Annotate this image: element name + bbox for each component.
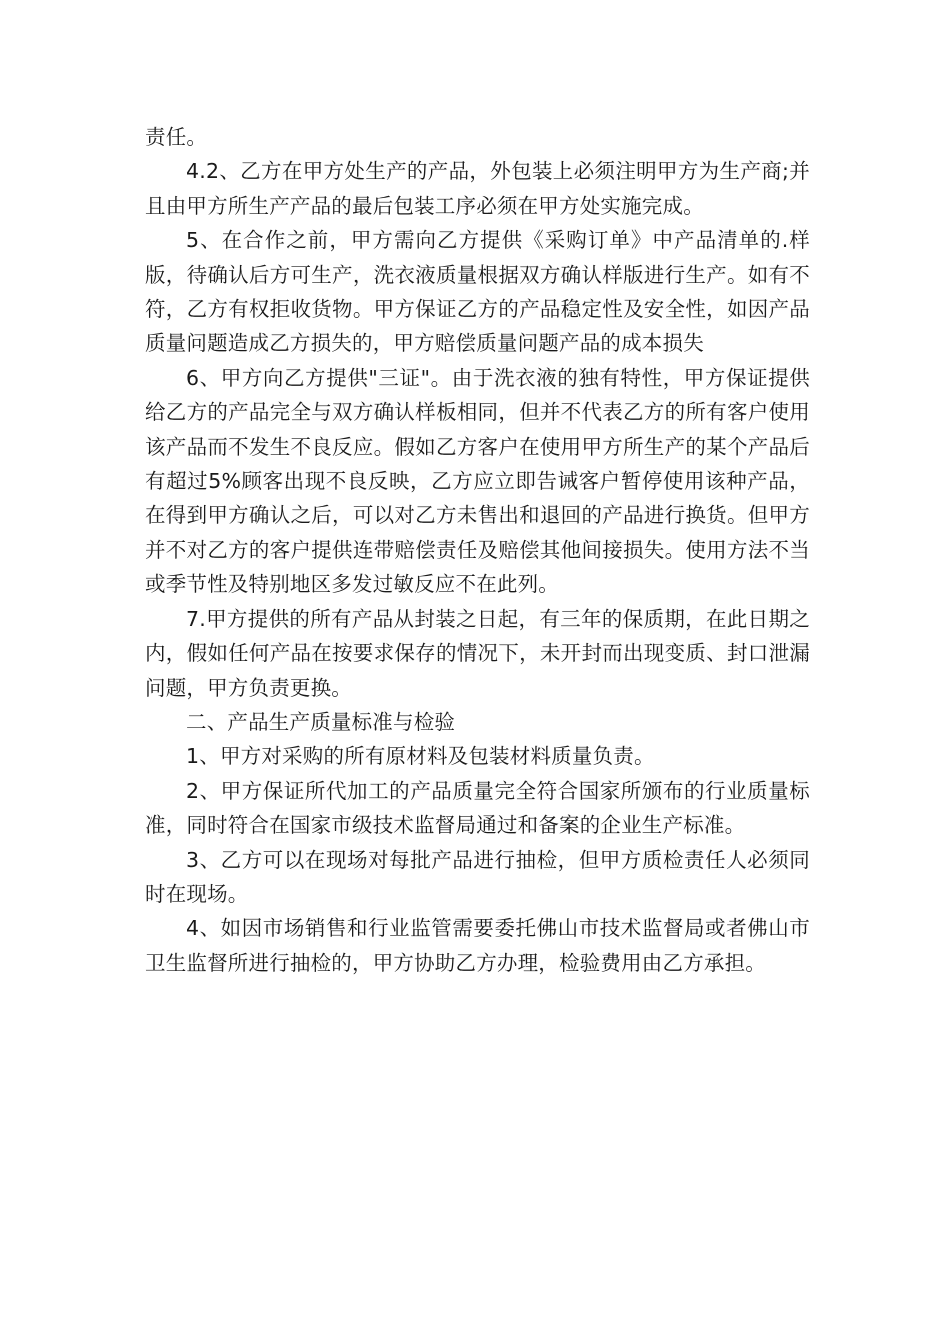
paragraph-quality-2: 2、甲方保证所代加工的产品质量完全符合国家所颁布的行业质量标准，同时符合在国家市级技术监督局通过和备案的企业生产标准。 xyxy=(145,778,810,838)
paragraph-quality-1: 1、甲方对采购的所有原材料及包装材料质量负责。 xyxy=(186,744,655,769)
paragraph-clause-7: 7.甲方提供的所有产品从封装之日起，有三年的保质期，在此日期之内，假如任何产品在按要求保存的情况下，未开封而出现变质、封口泄漏问题，甲方负责更换。 xyxy=(145,606,810,700)
section-heading-quality: 二、产品生产质量标准与检验 xyxy=(186,709,456,734)
paragraph-continuation: 责任。 xyxy=(145,125,208,149)
paragraph-quality-4: 4、如因市场销售和行业监管需要委托佛山市技术监督局或者佛山市卫生监督所进行抽检的，甲方协助乙方办理，检验费用由乙方承担。 xyxy=(145,916,810,975)
paragraph-clause-6: 6、甲方向乙方提供"三证"。由于洗衣液的独有特性，甲方保证提供给乙方的产品完全与双方确认样板相同，但并不代表乙方的所有客户使用该产品而不发生不良反应。假如乙方客户在使用甲方所生产的某个产品后有超过5%顾客出现不良反映，乙方应立即告诫客户暂停使用该种产品，在得到甲方确认之后，可以对乙方未售出和退回的产品进行换货。但甲方并不对乙方的客户提供连带赔偿责任及赔偿其他间接损失。使用方法不当或季节性及特别地区多发过敏反应不在此列。 xyxy=(145,365,810,597)
document-body xyxy=(145,120,810,980)
paragraph-quality-3: 3、乙方可以在现场对每批产品进行抽检，但甲方质检责任人必须同时在现场。 xyxy=(145,847,810,906)
paragraph-clause-5: 5、在合作之前，甲方需向乙方提供《采购订单》中产品清单的.样版，待确认后方可生产，洗衣液质量根据双方确认样版进行生产。如有不符，乙方有权拒收货物。甲方保证乙方的产品稳定性及安全性，如因产品质量问题造成乙方损失的，甲方赔偿质量问题产品的成本损失 xyxy=(145,228,810,356)
paragraph-clause-4-2: 4.2、乙方在甲方处生产的产品，外包装上必须注明甲方为生产商;并且由甲方所生产产品的最后包装工序必须在甲方处实施完成。 xyxy=(145,159,810,218)
